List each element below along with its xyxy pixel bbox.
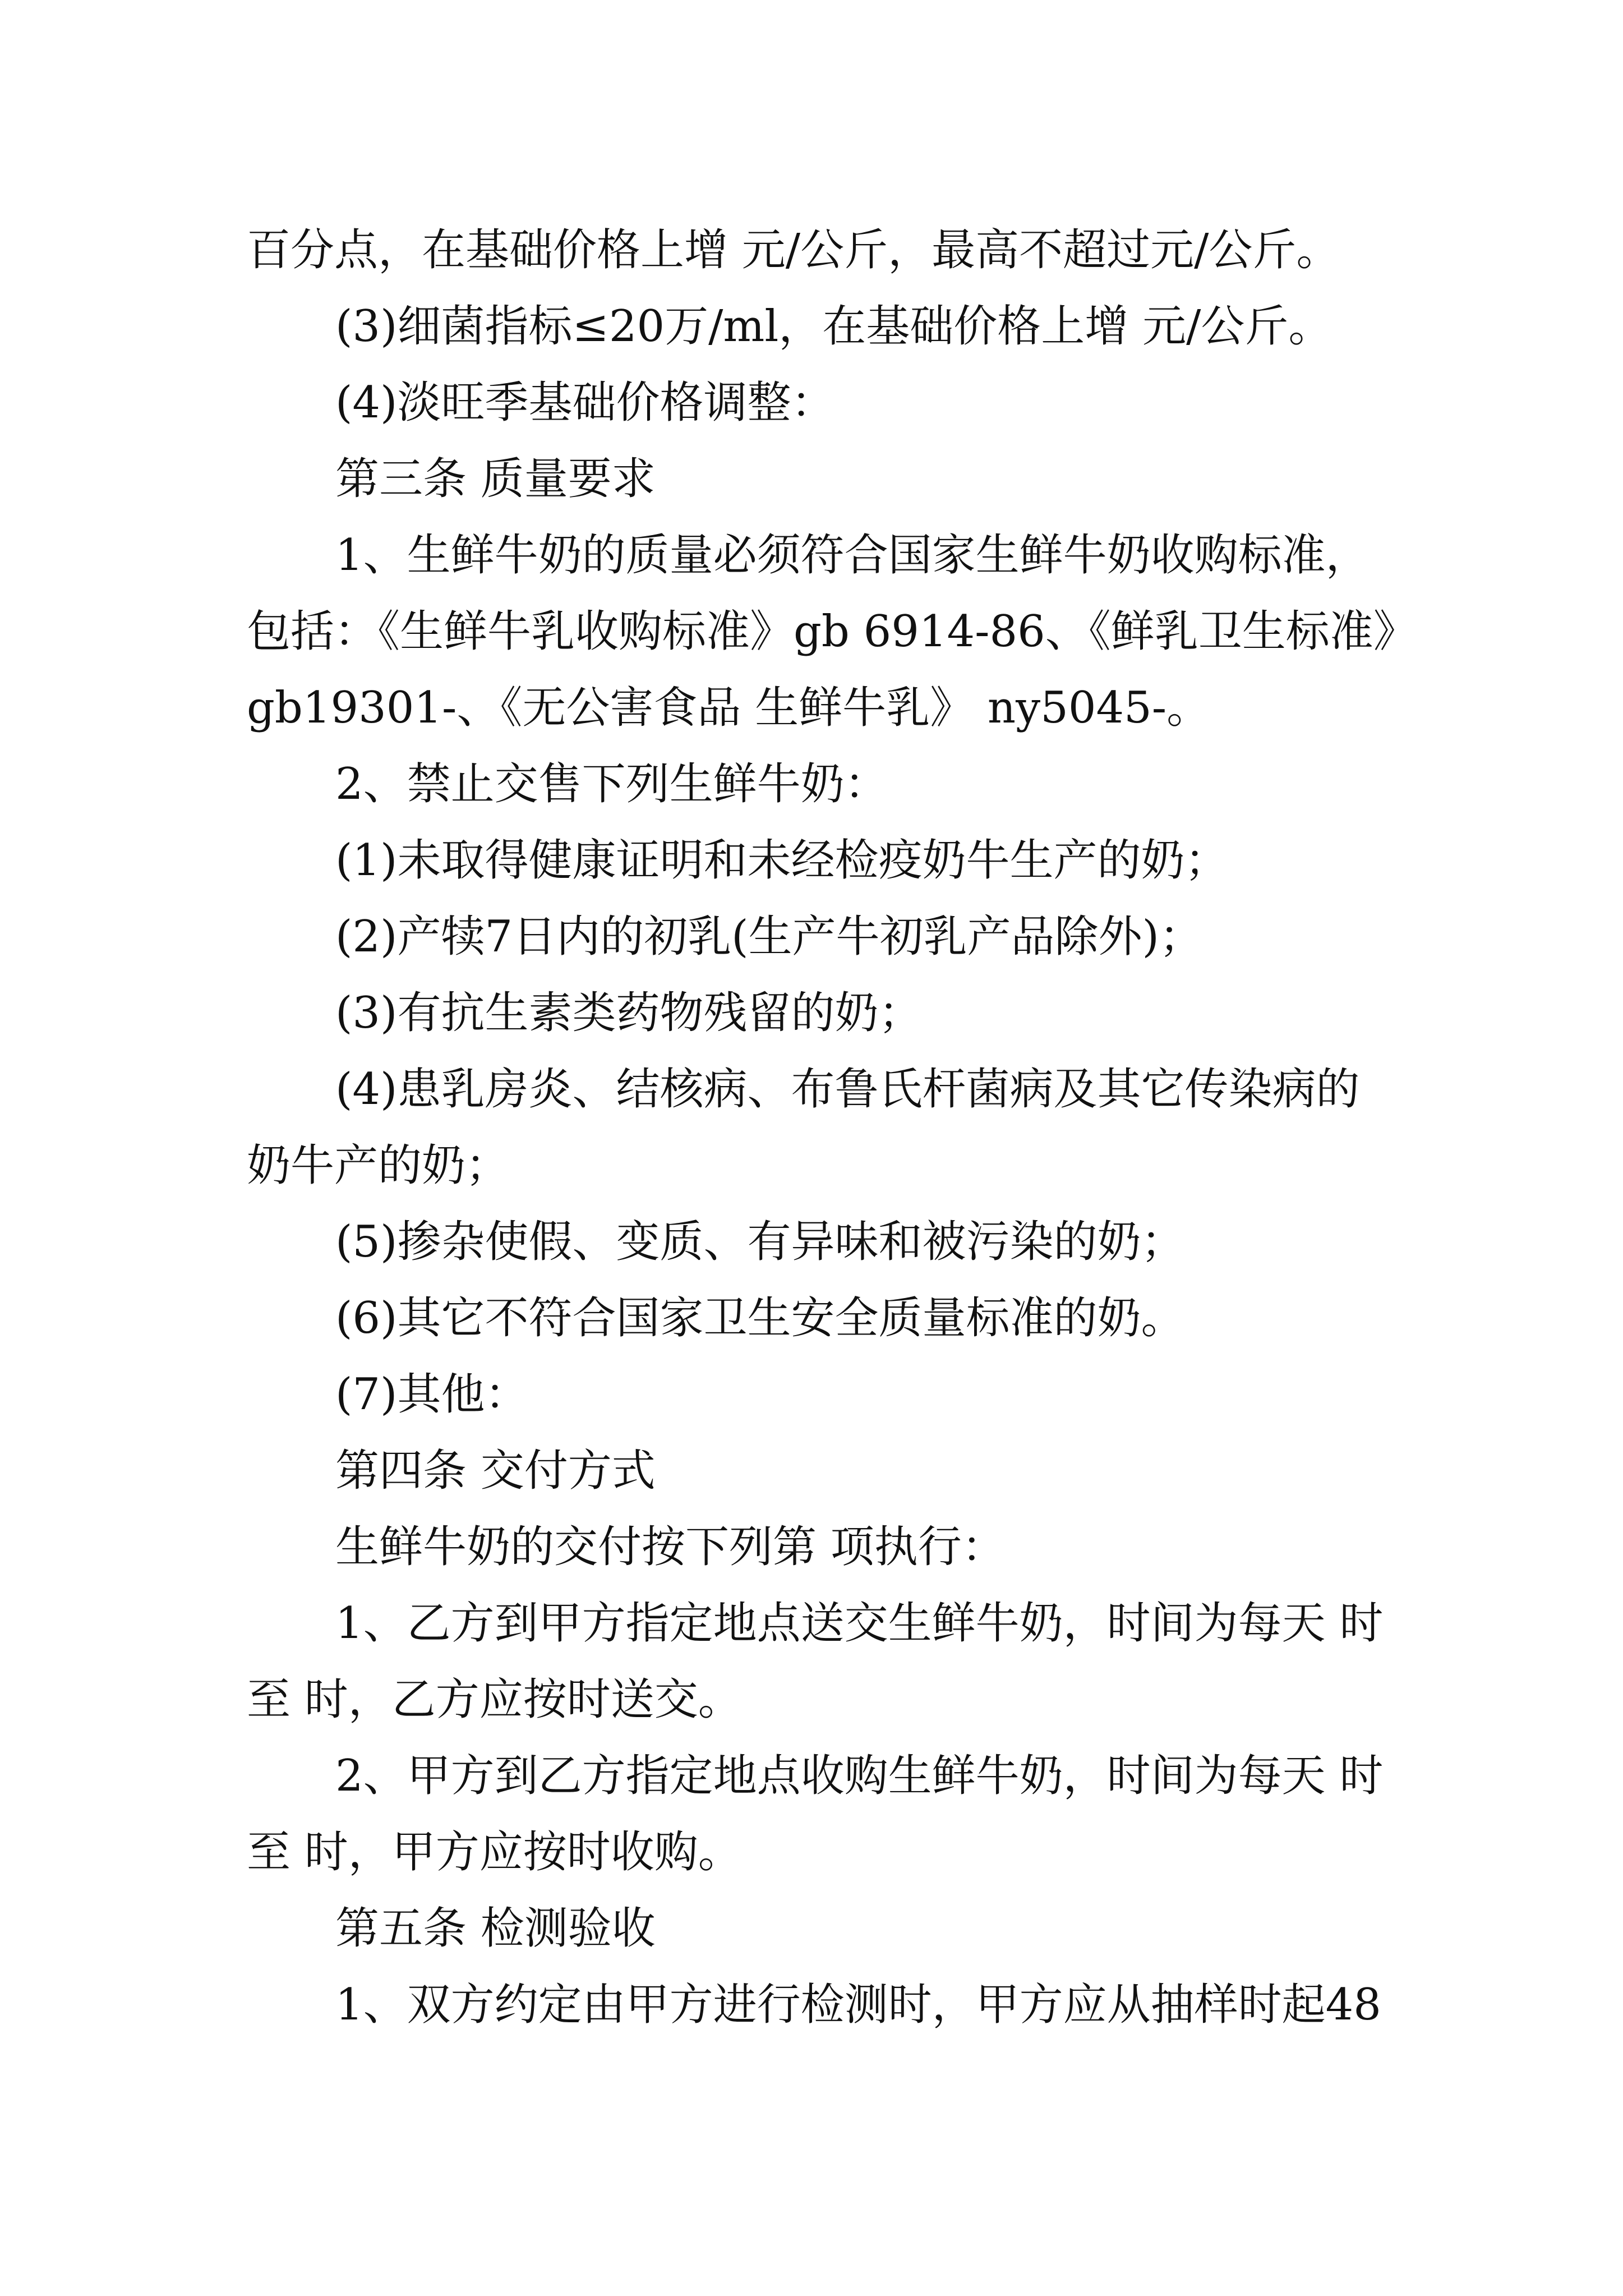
- list-item: (4)患乳房炎、结核病、布鲁氏杆菌病及其它传染病的: [335, 1064, 1360, 1115]
- text-line: 至 时，甲方应按时收购。: [247, 1827, 742, 1878]
- text-line: gb19301-、《无公害食品 生鲜牛乳》 ny5045-。: [247, 683, 1211, 733]
- list-item: (1)未取得健康证明和未经检疫奶牛生产的奶；: [335, 835, 1229, 886]
- text-line: 生鲜牛奶的交付按下列第 项执行：: [335, 1522, 1006, 1572]
- text-line: 奶牛产的奶；: [247, 1140, 510, 1191]
- list-item: (3)有抗生素类药物残留的奶；: [335, 988, 923, 1038]
- text-line: (4)淡旺季基础价格调整：: [335, 378, 835, 428]
- text-line: 包括：《生鲜牛乳收购标准》gb 6914-86、《鲜乳卫生标准》: [247, 606, 1417, 657]
- text-line: 1、双方约定由甲方进行检测时，甲方应从抽样时起48: [335, 1980, 1381, 2030]
- section-heading: 第三条 质量要求: [335, 454, 656, 504]
- text-line: 2、甲方到乙方指定地点收购生鲜牛奶，时间为每天 时: [335, 1751, 1384, 1801]
- section-heading: 第五条 检测验收: [335, 1903, 656, 1954]
- text-line: 至 时，乙方应按时送交。: [247, 1674, 742, 1725]
- list-item: (6)其它不符合国家卫生安全质量标准的奶。: [335, 1293, 1185, 1343]
- list-item: (5)掺杂使假、变质、有异味和被污染的奶；: [335, 1217, 1185, 1267]
- section-heading: 第四条 交付方式: [335, 1446, 656, 1496]
- text-line: 百分点，在基础价格上增 元/公斤，最高不超过元/公斤。: [247, 225, 1340, 275]
- list-item: (2)产犊7日内的初乳(生产牛初乳产品除外)；: [335, 912, 1203, 962]
- text-line: 2、禁止交售下列生鲜牛奶：: [335, 759, 888, 809]
- text-line: 1、生鲜牛奶的质量必须符合国家生鲜牛奶收购标准，: [335, 530, 1370, 581]
- text-line: 1、乙方到甲方指定地点送交生鲜牛奶，时间为每天 时: [335, 1598, 1384, 1649]
- text-line: (3)细菌指标≤20万/ml，在基础价格上增 元/公斤。: [335, 301, 1332, 352]
- list-item: (7)其他：: [335, 1369, 529, 1420]
